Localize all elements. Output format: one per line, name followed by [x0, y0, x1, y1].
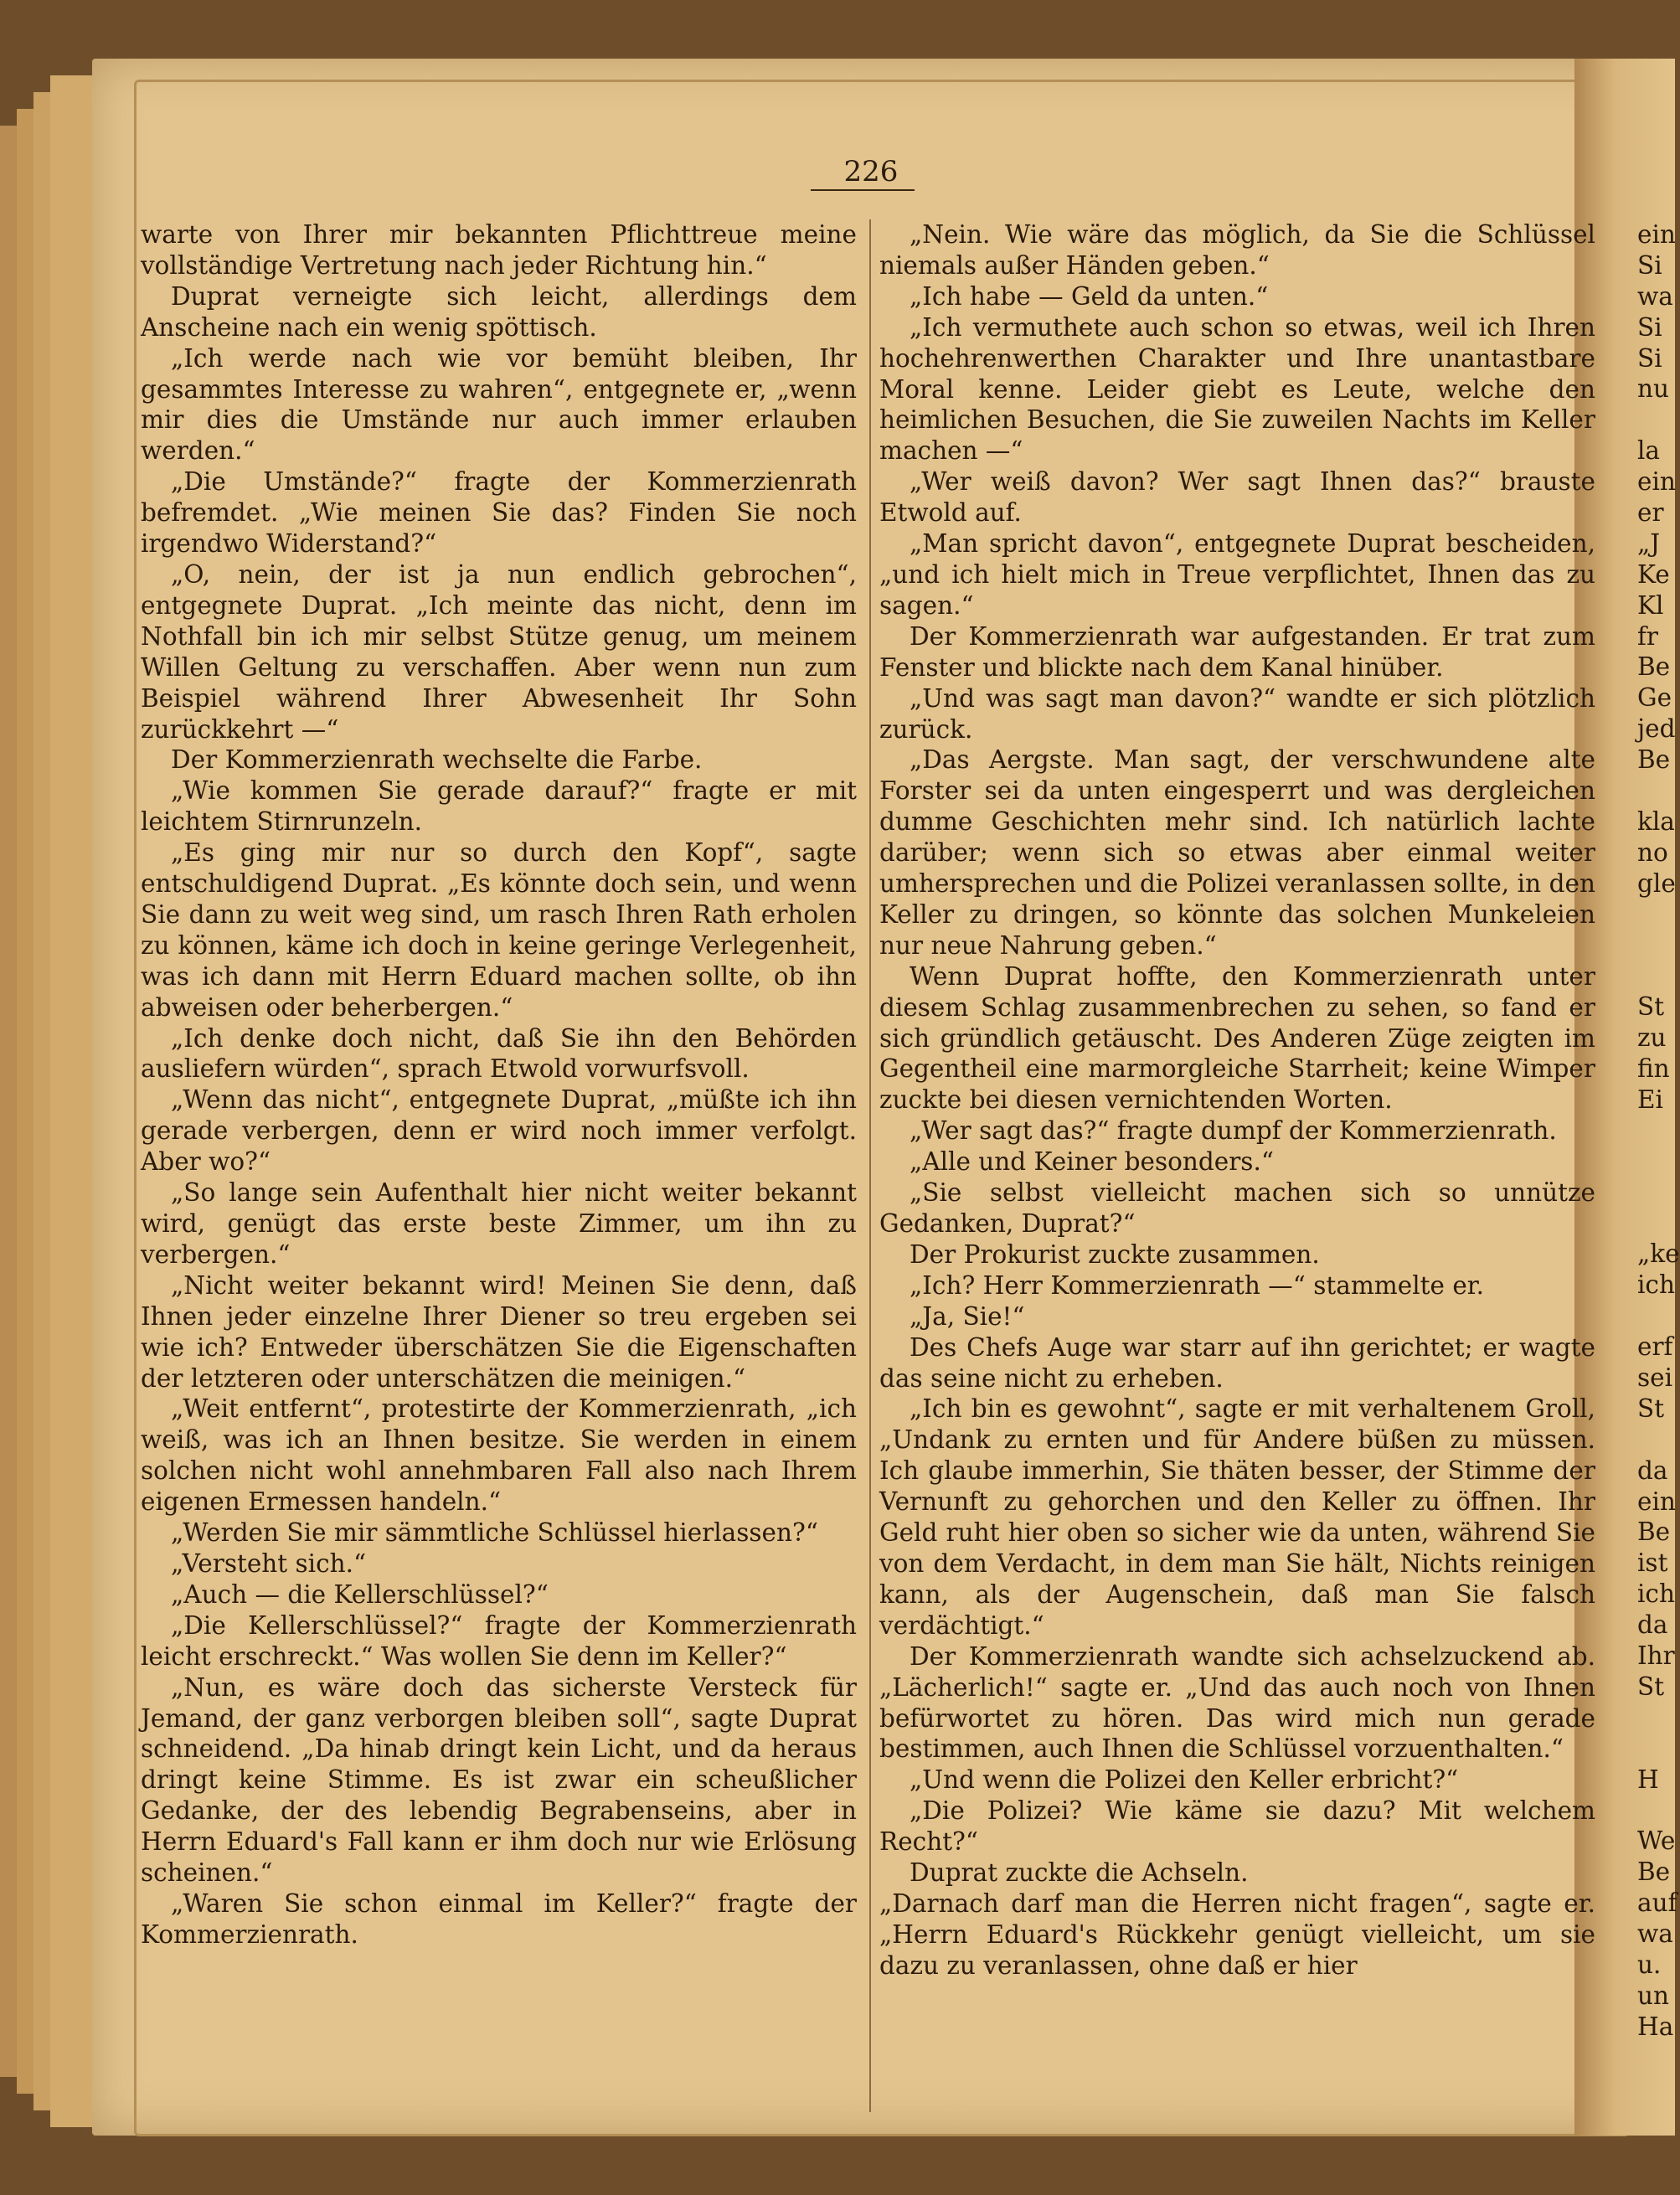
paragraph: „Ich habe — Geld da unten.“ — [910, 281, 1269, 311]
paragraph: „Die Polizei? Wie käme sie dazu? Mit welchem Recht?“ — [879, 1796, 1595, 1857]
next-page-fragment: wa — [1637, 1919, 1673, 1948]
next-page-fragment — [1637, 961, 1675, 992]
paragraph: „Ich denke doch nicht, daß Sie ihn den Behörden ausliefern würden“, sprach Etwold vorwurfsvoll. — [141, 1023, 857, 1084]
next-page-fragment: gle — [1637, 868, 1676, 898]
next-page-fragment: Ha — [1637, 2012, 1674, 2041]
paragraph: warte von Ihrer mir bekannten Pflichttreue meine vollständige Vertretung nach jeder Richtung hin.“ — [141, 220, 857, 280]
paragraph: „Darnach darf man die Herren nicht fragen“, sagte er. „Herrn Eduard's Rückkehr genügt vielleicht, um sie dazu zu veranlassen, ohne daß er hier — [879, 1888, 1595, 1980]
paragraph: Der Kommerzienrath war aufgestanden. Er trat zum Fenster und blickte nach dem Kanal hinüber. — [879, 621, 1595, 682]
next-page-fragment: Kl — [1637, 590, 1664, 620]
next-page-fragment: sei — [1637, 1363, 1673, 1392]
paragraph: „Alle und Keiner besonders.“ — [910, 1147, 1274, 1177]
paragraph: „Und wenn die Polizei den Keller erbricht?“ — [910, 1765, 1459, 1795]
next-page-fragment — [1637, 1734, 1675, 1765]
paragraph: „Ich werde nach wie vor bemüht bleiben, Ihr gesammtes Interesse zu wahren“, entgegnete er, „wenn mir dies die Umstände nur auch immer erlauben werden.“ — [141, 343, 857, 466]
next-page-fragment — [1637, 1425, 1675, 1456]
next-page-fragment: la — [1637, 436, 1661, 466]
next-page-fragment: Ei — [1637, 1085, 1663, 1114]
next-page-fragment: fr — [1637, 621, 1659, 651]
paragraph: Der Kommerzienrath wandte sich achselzuckend ab. „Lächerlich!“ sagte er. „Und das auch noch von Ihnen befürwortet zu hören. Das wird mich nun gerade bestimmen, auch Ihnen die Schlüssel vorzuenthalten.“ — [879, 1641, 1595, 1764]
next-page-fragment: St — [1637, 992, 1665, 1022]
paragraph: „Werden Sie mir sämmtliche Schlüssel hierlassen?“ — [171, 1518, 818, 1548]
next-page-fragment — [1637, 1703, 1675, 1734]
paragraph: „Die Kellerschlüssel?“ fragte der Kommerzienrath leicht erschreckt.“ Was wollen Sie denn im Keller?“ — [141, 1610, 857, 1671]
next-page-fragment: kla — [1637, 806, 1675, 836]
next-page-fragment: auf — [1637, 1888, 1677, 1918]
next-page-fragment: ich — [1637, 1270, 1675, 1300]
paragraph: „Nicht weiter bekannt wird! Meinen Sie denn, daß Ihnen jeder einzelne Ihrer Diener so treu ergeben sei wie ich? Entweder überschätzen Sie die Eigenschaften der letzteren oder unterschätzen die meinigen.“ — [141, 1270, 857, 1393]
paragraph: „Ich? Herr Kommerzienrath —“ stammelte er. — [910, 1270, 1485, 1300]
paragraph: Der Prokurist zuckte zusammen. — [910, 1239, 1320, 1269]
paragraph: „Ich bin es gewohnt“, sagte er mit verhaltenem Groll, „Undank zu ernten und für Andere büßen zu müssen. Ich glaube immerhin, Sie thäten besser, der Stimme der Vernunft zu gehorchen und den Keller zu öffnen. Ihr Geld ruht hier oben so sicher wie da unten, während Sie von dem Verdacht, in dem man Sie hält, Nichts reinigen kann, als der Augenschein, daß man Sie falsch verdächtigt.“ — [879, 1394, 1595, 1640]
paragraph: „Die Umstände?“ fragte der Kommerzienrath befremdet. „Wie meinen Sie das? Finden Sie noch irgendwo Widerstand?“ — [141, 467, 857, 559]
next-page-fragment: jed — [1637, 714, 1676, 744]
next-page-fragment: Be — [1637, 1517, 1671, 1547]
paragraph: Der Kommerzienrath wechselte die Farbe. — [171, 745, 703, 775]
paragraph: „Ja, Sie!“ — [910, 1301, 1025, 1331]
paragraph: „Sie selbst vielleicht machen sich so unnütze Gedanken, Duprat?“ — [879, 1178, 1595, 1238]
paragraph: „Waren Sie schon einmal im Keller?“ fragte der Kommerzienrath. — [141, 1888, 857, 1949]
next-page-fragment-column — [1637, 219, 1680, 2043]
paragraph: „Wenn das nicht“, entgegnete Duprat, „müßte ich ihn gerade verbergen, denn er wird noch immer verfolgt. Aber wo?“ — [141, 1085, 857, 1177]
next-page-fragment: da — [1637, 1610, 1668, 1640]
next-page-fragment — [1637, 899, 1675, 930]
left-text-column — [141, 219, 857, 1950]
next-page-fragment — [1637, 1146, 1675, 1177]
next-page-fragment: u. — [1637, 1950, 1662, 1979]
paragraph: Duprat zuckte die Achseln. — [910, 1858, 1249, 1888]
next-page-fragment: We — [1637, 1827, 1676, 1856]
next-page-fragment: nu — [1637, 374, 1669, 404]
next-page-fragment — [1637, 1301, 1675, 1332]
next-page-fragment: no — [1637, 837, 1668, 867]
next-page-fragment: wa — [1637, 281, 1673, 311]
next-page-fragment: da — [1637, 1456, 1668, 1485]
next-page-fragment: Si — [1637, 343, 1662, 373]
next-page-fragment: H — [1637, 1765, 1659, 1794]
column-divider — [869, 219, 871, 2112]
next-page-fragment: Si — [1637, 250, 1662, 280]
paragraph: „Und was sagt man davon?“ wandte er sich plötzlich zurück. — [879, 683, 1595, 744]
paragraph: „So lange sein Aufenthalt hier nicht weiter bekannt wird, genügt das erste beste Zimmer, um ihn zu verbergen.“ — [141, 1178, 857, 1269]
next-page-fragment — [1637, 1116, 1675, 1146]
next-page-fragment: „J — [1637, 528, 1661, 558]
paragraph: „Wer sagt das?“ fragte dumpf der Kommerzienrath. — [910, 1116, 1557, 1146]
paragraph: „Wie kommen Sie gerade darauf?“ fragte er mit leichtem Stirnrunzeln. — [141, 776, 857, 837]
paragraph: „Wer weiß davon? Wer sagt Ihnen das?“ brauste Etwold auf. — [879, 467, 1595, 528]
paragraph: „Ich vermuthete auch schon so etwas, weil ich Ihren hochehrenwerthen Charakter und Ihre unantastbare Moral kenne. Leider giebt es Leute, welche den heimlichen Besuchen, die Sie zuweilen Nachts im Keller machen —“ — [879, 312, 1595, 466]
next-page-fragment: Be — [1637, 652, 1671, 682]
paragraph: „Versteht sich.“ — [171, 1548, 367, 1578]
paragraph: „Weit entfernt“, protestirte der Kommerzienrath, „ich weiß, was ich an Ihnen besitze. Sie werden in einem solchen nicht wohl annehmbaren Fall also nach Ihrem eigenen Ermessen handeln.“ — [141, 1394, 857, 1517]
paragraph: Wenn Duprat hoffte, den Kommerzienrath unter diesem Schlag zusammenbrechen zu sehen, so fand er sich gründlich getäuscht. Des Anderen Züge zeigten im Gegentheil eine marmorgleiche Starrheit; keine Wimper zuckte bei diesen vernichtenden Worten. — [879, 961, 1595, 1115]
next-page-fragment: un — [1637, 1981, 1669, 2010]
next-page-fragment: Ke — [1637, 559, 1670, 589]
next-page-fragment: fin — [1637, 1054, 1670, 1084]
paragraph: „Das Aergste. Man sagt, der verschwundene alte Forster sei da unten eingesperrt und was dergleichen dumme Geschichten mehr sind. Ich natürlich lachte darüber; wenn sich so etwas aber einmal weiter umhersprechen und die Polizei veranlassen sollte, in den Keller zu dringen, so könnte das solchen Munkeleien nur neue Nahrung geben.“ — [879, 745, 1595, 960]
paragraph: „O, nein, der ist ja nun endlich gebrochen“, entgegnete Duprat. „Ich meinte das nicht, denn im Nothfall bin ich mir selbst Stütze genug, um meinem Willen Geltung zu verschaffen. Aber wenn nun zum Beispiel während Ihrer Abwesenheit Ihr Sohn zurückkehrt —“ — [141, 559, 857, 744]
next-page-fragment: Si — [1637, 312, 1662, 342]
paragraph: Duprat verneigte sich leicht, allerdings dem Anscheine nach ein wenig spöttisch. — [141, 281, 857, 342]
page-number-rule — [811, 189, 915, 191]
page-number: 226 — [843, 155, 899, 188]
paragraph: „Nein. Wie wäre das möglich, da Sie die Schlüssel niemals außer Händen geben.“ — [879, 220, 1595, 280]
next-page-fragment: Be — [1637, 745, 1671, 775]
next-page-fragment: ein — [1637, 1487, 1676, 1516]
paragraph: „Auch — die Kellerschlüssel?“ — [171, 1579, 549, 1609]
next-page-fragment — [1637, 775, 1675, 806]
next-page-fragment: Ihr — [1637, 1641, 1675, 1670]
next-page-fragment — [1637, 930, 1675, 961]
next-page-fragment: er — [1637, 498, 1664, 528]
next-page-fragment: „ke — [1637, 1239, 1680, 1269]
next-page-fragment: ein — [1637, 467, 1676, 497]
next-page-fragment — [1637, 1208, 1675, 1239]
paragraph: „Man spricht davon“, entgegnete Duprat bescheiden, „und ich hielt mich in Treue verpflichtet, Ihnen das zu sagen.“ — [879, 529, 1595, 620]
next-page-fragment — [1637, 1795, 1675, 1826]
next-page-fragment: zu — [1637, 1023, 1667, 1053]
next-page-fragment — [1637, 404, 1675, 435]
next-page-fragment: erf — [1637, 1332, 1673, 1362]
next-page-fragment: Ge — [1637, 683, 1672, 713]
paragraph: „Nun, es wäre doch das sicherste Versteck für Jemand, der ganz verborgen bleiben soll“, sagte Duprat schneidend. „Da hinab dringt kein Licht, und da heraus dringt keine Stimme. Es ist zwar ein scheußlicher Gedanke, der des lebendig Begrabenseins, aber in Herrn Eduard's Fall kann er ihm doch nur wie Erlösung scheinen.“ — [141, 1672, 857, 1888]
next-page-fragment — [1637, 1177, 1675, 1208]
next-page-fragment: Be — [1637, 1858, 1671, 1887]
next-page-fragment: ein — [1637, 220, 1676, 249]
next-page-fragment: St — [1637, 1394, 1665, 1423]
paragraph: „Es ging mir nur so durch den Kopf“, sagte entschuldigend Duprat. „Es könnte doch sein, und wenn Sie dann zu weit weg sind, um rasch Ihren Rath erholen zu können, käme ich doch in keine geringe Verlegenheit, was ich dann mit Herrn Eduard machen sollte, ob ihn abweisen oder beherbergen.“ — [141, 838, 857, 1022]
paragraph: Des Chefs Auge war starr auf ihn gerichtet; er wagte das seine nicht zu erheben. — [879, 1332, 1595, 1393]
next-page-fragment: ich — [1637, 1579, 1675, 1609]
next-page-fragment: ist — [1637, 1548, 1668, 1578]
next-page-fragment: St — [1637, 1672, 1665, 1701]
right-text-column — [879, 219, 1595, 1981]
